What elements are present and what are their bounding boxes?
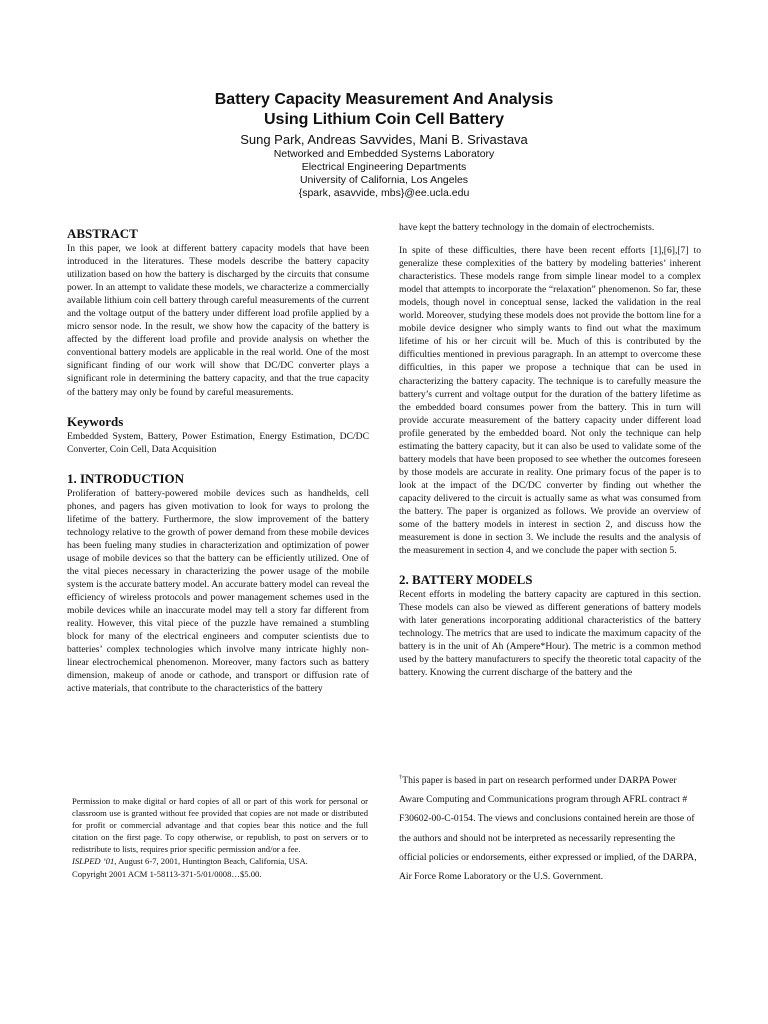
author-list: Sung Park, Andreas Savvides, Mani B. Srivastava xyxy=(240,132,528,147)
paper-header xyxy=(0,90,768,200)
author-emails: {spark, asavvide, mbs}@ee.ucla.edu xyxy=(298,187,470,199)
paper-title-line-2: Using Lithium Coin Cell Battery xyxy=(263,111,504,128)
affiliation-department: Electrical Engineering Departments xyxy=(301,161,467,173)
keywords-heading: Keywords xyxy=(67,413,124,429)
keywords-text: Embedded System, Battery, Power Estimation, Energy Estimation, DC/DC Converter, Coin Cell, Data Acquisition xyxy=(67,430,369,455)
permission-text: Permission to make digital or hard copies of all or part of this work for personal or classroom use is granted without fee provided that copies are not made or distributed for profit or commercial advantage and that copies bear this notice and the full citation on the first page. To copy otherwise, or republish, to post on servers or to redistribute to lists, requires prior specific permission and/or a fee. xyxy=(72,796,368,855)
abstract-text: In this paper, we look at different battery capacity models that have been introduced in the literatures. These models describe the battery capacity utilization based on how the battery is discharged by the circuits that consume power. In an attempt to validate these models, we characterize a commercially available lithium coin cell battery through careful measurements of the current and the voltage output of the battery under different load profile applied by a micro sensor node. In the result, we show how the capacity of the battery is affected by the different load profile and provide analysis on whether the conventional battery models are applicable in the real world. One of the most significant finding of our work will show that DC/DC converter plays a significant role in determining the battery capacity, and that the true capacity of the battery may only be found by careful measurements. xyxy=(67,243,369,398)
affiliation-university: University of California, Los Angeles xyxy=(299,174,469,186)
copyright-line: Copyright 2001 ACM 1-58113-371-5/01/0008…$5.00. xyxy=(72,868,262,879)
paper-title-line-1: Battery Capacity Measurement And Analysis xyxy=(214,91,554,108)
introduction-heading: 1. INTRODUCTION xyxy=(67,470,185,486)
footnote-text: This paper is based in part on research performed under DARPA Power Aware Computing and Communications program through AFRL contract # F30602-00-C-0154. The views and conclusions contained herein are those of the authors and should not be interpreted as necessarily representing the official policies or endorsements, either expressed or implied, of the DARPA, Air Force Rome Laboratory or the U.S. Government. xyxy=(399,775,697,883)
permission-notice xyxy=(72,795,368,880)
battery-models-text: Recent efforts in modeling the battery capacity are captured in this section. These models can also be viewed as different generations of battery models with later generations incorporating additional characteristics of the battery technology. The metrics that are used to indicate the maximum capacity of the battery is in the unit of Ah (Ampere*Hour). The metric is a common method used by the battery manufacturers to specify the theoretic total capacity of the battery. Knowing the current discharge of the battery and the xyxy=(399,589,701,679)
left-column xyxy=(67,225,369,695)
abstract-heading: ABSTRACT xyxy=(67,226,138,241)
funding-footnote xyxy=(399,771,701,886)
right-column xyxy=(399,221,701,680)
battery-models-heading: 2. BATTERY MODELS xyxy=(399,572,533,588)
conference-details: , August 6-7, 2001, Huntington Beach, California, USA. xyxy=(114,856,308,867)
introduction-text: Proliferation of battery-powered mobile devices such as handhelds, cell phones, and pagers has given motivation to look for ways to prolong the lifetime of the battery. Furthermore, the slow improvement of the battery technology relative to the growth of power demand from these mobile devices has been fueling many studies in characterization and optimization of power usage of mobile devices so that the battery can be efficiently utilized. One of the vital pieces necessary in characterizing the power usage of the mobile system is the accurate battery model. An accurate battery model can reveal the efficiency of wireless protocols and power management schemes used in the mobile devices while an inaccurate model may tell a story far different from reality. However, this vital piece of the puzzle have remained a stumbling block for many of the electrical engineers and computer scientists due to batteries’ complex technologies which involve many intricate highly non-linear electrochemical phenomenon. Moreover, many factors such as battery dimension, makeup of anode or cathode, and transport or diffusion rate of active materials, that contribute to the characteristics of the battery xyxy=(67,487,369,695)
footnote-mark: † xyxy=(399,773,403,781)
introduction-paragraph-2: In spite of these difficulties, there have been recent efforts [1],[6],[7] to generalize these complexities of the battery by modeling batteries’ inherent characteristics. These models range from simple linear model to a complex model that attempts to incorporate the “relaxation” phenomenon. So far, these models, though novel in conceptual sense, lacked the validation in the real world. Moreover, studying these models does not provide the bottom line for a mobile device designer who simply wants to find out what the maximum lifetime of his or her circuit will be. Much of this is contributed by the difficulties mentioned in previous paragraph. In an attempt to overcome these difficulties, in this paper we propose a technique that can be used in characterizing the battery capacity. The technique is to carefully measure the battery’s current and voltage output for the duration of the battery lifetime as the embedded board consumes power from the battery. This in turn will provide accurate measurement of the battery capacity under different load profile generated by the embedded board. Not only the technique can help estimating the battery capacity, but it can also be used to validate some of the battery models that have been proposed to see whether the outcomes foreseen by those models are accurate in reality. One primary focus of the paper is to look at the impact of the DC/DC converter by finding out whether the capacity delivered to the circuit is actually same as what was consumed from the battery. The paper is organized as follows. We provide an overview of some of the battery models in interest in section 2, and discuss how the measurement is done in section 3. We include the results and the analysis of the measurement in section 4, and we conclude the paper with section 5. xyxy=(399,245,701,557)
introduction-continuation: have kept the battery technology in the domain of electrochemists. xyxy=(399,222,655,233)
affiliation-lab: Networked and Embedded Systems Laboratory xyxy=(273,148,495,160)
conference-name: ISLPED ’01 xyxy=(72,856,115,867)
